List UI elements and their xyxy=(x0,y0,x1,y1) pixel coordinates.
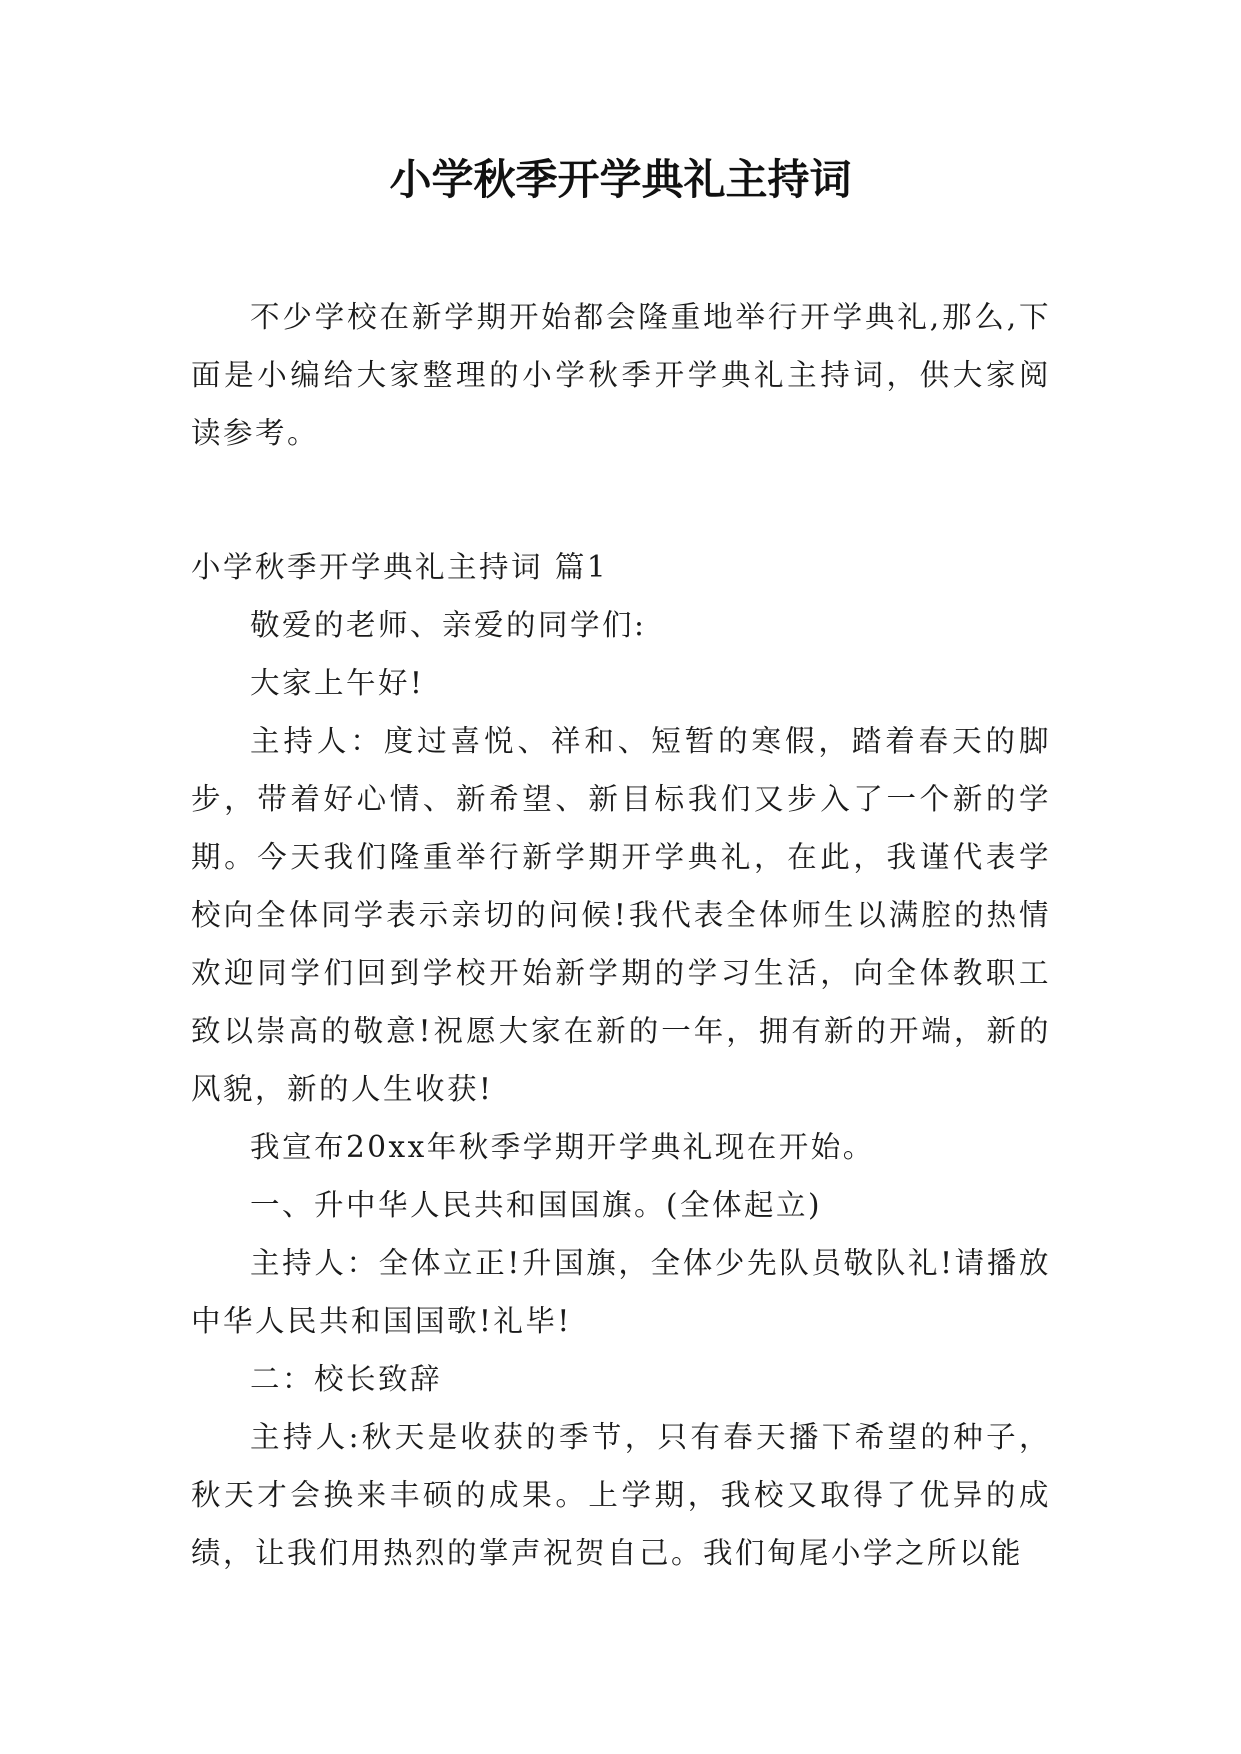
flag-raising-item: 一、升中华人民共和国国旗。(全体起立) xyxy=(250,1188,823,1222)
host-opening-paragraph: 主持人：度过喜悦、祥和、短暂的寒假，踏着春天的脚步，带着好心情、新希望、新目标我们又步入了一个新的学期。今天我们隆重举行新学期开学典礼，在此，我谨代表学校向全体同学表示亲切的问候!我代表全体师生以满腔的热情欢迎同学们回到学校开始新学期的学习生活，向全体教职工致以崇高的敬意!祝愿大家在新的一年，拥有新的开端，新的风貌，新的人生收获! xyxy=(191,724,1051,1106)
principal-speech-item: 二：校长致辞 xyxy=(250,1362,443,1396)
paragraph-gap xyxy=(191,462,1051,538)
salutation-paragraph: 大家上午好! xyxy=(250,666,425,700)
flag-raising-host-paragraph: 主持人：全体立正!升国旗，全体少先队员敬队礼!请播放中华人民共和国国歌!礼毕! xyxy=(191,1246,1051,1338)
document-title: 小学秋季开学典礼主持词 xyxy=(389,155,852,204)
document-body xyxy=(191,288,1051,1582)
intro-paragraph: 不少学校在新学期开始都会隆重地举行开学典礼,那么,下面是小编给大家整理的小学秋季开学典礼主持词，供大家阅读参考。 xyxy=(191,300,1051,450)
announcement-paragraph: 我宣布20xx年秋季学期开学典礼现在开始。 xyxy=(250,1130,875,1164)
section-heading: 小学秋季开学典礼主持词 篇1 xyxy=(191,550,609,584)
greeting-paragraph: 敬爱的老师、亲爱的同学们: xyxy=(250,608,647,642)
autumn-host-paragraph: 主持人:秋天是收获的季节，只有春天播下希望的种子，秋天才会换来丰硕的成果。上学期，我校又取得了优异的成绩，让我们用热烈的掌声祝贺自己。我们甸尾小学之所以能 xyxy=(191,1420,1051,1570)
